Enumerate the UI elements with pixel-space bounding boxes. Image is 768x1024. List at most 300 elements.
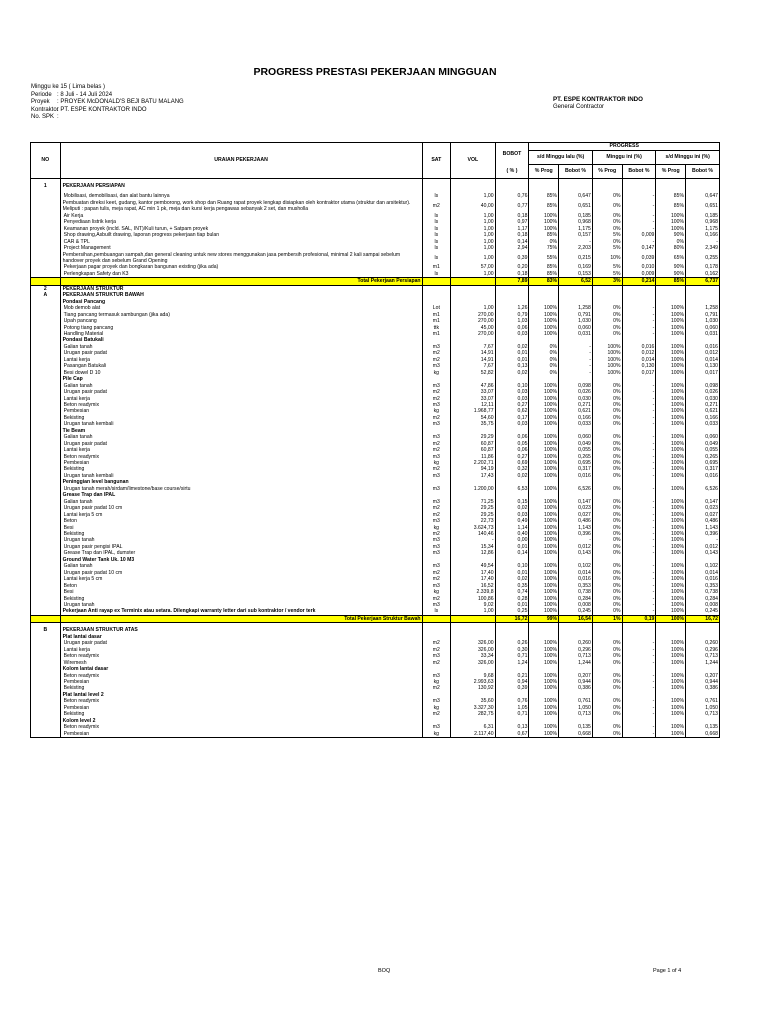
row-unit: kg xyxy=(422,679,451,685)
row-total-bobot: 0,185 xyxy=(686,213,720,219)
row-volume: 17,43 xyxy=(451,473,495,479)
row-total-progress: 100% xyxy=(656,331,686,337)
row-description: Pembersihan,pembuangan sampah,dan general cleaning untuk new stores menggunakan jasa pembersih profesional, minimal 2 kali sampai sebelum handover proyek dan sebelum Grand Opening xyxy=(60,252,422,265)
row-total-progress: 100% xyxy=(656,226,686,232)
row-description: Besi xyxy=(60,525,422,531)
row-total-progress: 100% xyxy=(656,318,686,324)
row-total-bobot: 0,178 xyxy=(686,264,720,270)
row-week-progress: 1% xyxy=(592,615,622,622)
row-volume: 7,67 xyxy=(451,344,495,350)
row-prev-bobot: 0,031 xyxy=(559,331,593,337)
row-bobot: 1,05 xyxy=(495,705,529,711)
row-description: Pembesian xyxy=(60,408,422,414)
row-prev-progress: 100% xyxy=(529,525,559,531)
row-week-bobot: - xyxy=(622,673,656,679)
row-description: Kolom lantai dasar xyxy=(60,666,422,672)
row-description: PEKERJAAN PERSIAPAN xyxy=(60,183,422,189)
row-week-bobot: - xyxy=(622,383,656,389)
row-total-bobot: 0,791 xyxy=(686,312,720,318)
row-week-bobot: - xyxy=(622,505,656,511)
row-volume: 15,34 xyxy=(451,544,495,550)
row-unit: ttk xyxy=(422,325,451,331)
row-no: B xyxy=(31,627,61,633)
meta-value: : PT. ESPE KONTRAKTOR INDO xyxy=(57,106,147,113)
row-prev-progress: 83% xyxy=(529,278,559,285)
row-volume: 47,86 xyxy=(451,383,495,389)
row-week-bobot: - xyxy=(622,466,656,472)
row-prev-progress: 100% xyxy=(529,589,559,595)
row-total-bobot: 0,260 xyxy=(686,640,720,646)
row-description: Tie Beam xyxy=(60,428,422,434)
row-total-bobot: - xyxy=(686,239,720,245)
row-week-bobot: - xyxy=(622,325,656,331)
row-week-progress: 0% xyxy=(592,383,622,389)
row-total-bobot: 0,012 xyxy=(686,350,720,356)
row-total-progress: 100% xyxy=(656,447,686,453)
row-total-progress: 100% xyxy=(656,421,686,427)
row-volume: 29,29 xyxy=(451,434,495,440)
row-prev-progress: 100% xyxy=(529,531,559,537)
row-description: Penyediaan listrik kerja xyxy=(60,219,422,225)
row-total-progress: 100% xyxy=(656,344,686,350)
row-unit: m2 xyxy=(422,505,451,511)
meta-row xyxy=(31,84,184,92)
row-bobot: 1,24 xyxy=(495,660,529,666)
row-week-bobot: - xyxy=(622,460,656,466)
row-week-bobot: - xyxy=(622,441,656,447)
row-prev-bobot xyxy=(559,285,593,292)
row-week-bobot: - xyxy=(622,608,656,615)
row-unit: m2 xyxy=(422,570,451,576)
row-volume: 1,00 xyxy=(451,271,495,278)
row-total-progress: 100% xyxy=(656,312,686,318)
row-week-progress: 0% xyxy=(592,396,622,402)
col-vol-header: VOL xyxy=(451,143,495,179)
row-prev-progress: 100% xyxy=(529,731,559,738)
row-unit: m2 xyxy=(422,685,451,691)
row-total-bobot: 0,031 xyxy=(686,331,720,337)
row-volume: 57,00 xyxy=(451,264,495,270)
row-prev-progress: 0% xyxy=(529,370,559,376)
row-volume: 1.200,00 xyxy=(451,486,495,492)
row-total-progress: 100% xyxy=(656,679,686,685)
company-info xyxy=(553,96,643,111)
row-description: Besi xyxy=(60,589,422,595)
row-no xyxy=(31,278,61,285)
col-no-header: NO xyxy=(31,143,61,179)
row-total-bobot: 0,207 xyxy=(686,673,720,679)
row-total-progress: 100% xyxy=(656,499,686,505)
sd-minggu-lalu-header: s/d Minggu lalu (%) xyxy=(529,151,592,165)
row-prev-progress xyxy=(529,285,559,292)
row-total-progress: 100% xyxy=(656,608,686,615)
row-bobot: 0,30 xyxy=(495,647,529,653)
row-prev-bobot: 0,026 xyxy=(559,389,593,395)
row-total-bobot: 0,098 xyxy=(686,383,720,389)
row-week-bobot: - xyxy=(622,711,656,717)
row-week-progress: 0% xyxy=(592,679,622,685)
row-prev-progress: 0% xyxy=(529,363,559,369)
row-total-bobot: 0,386 xyxy=(686,685,720,691)
row-prev-bobot: 0,185 xyxy=(559,213,593,219)
row-bobot: 0,71 xyxy=(495,653,529,659)
row-prev-bobot: 0,153 xyxy=(559,271,593,278)
row-description: Pasangan Batukali xyxy=(60,363,422,369)
row-bobot: 0,69 xyxy=(495,460,529,466)
row-week-bobot: - xyxy=(622,421,656,427)
row-description: Beton readymix xyxy=(60,724,422,730)
row-prev-bobot: - xyxy=(559,344,593,350)
row-unit: ls xyxy=(422,252,451,265)
row-prev-bobot: 0,169 xyxy=(559,264,593,270)
row-unit: m2 xyxy=(422,660,451,666)
row-total-progress: 0% xyxy=(656,239,686,245)
row-total-progress: 100% xyxy=(656,466,686,472)
row-total-bobot: 0,695 xyxy=(686,460,720,466)
row-prev-bobot: 0,166 xyxy=(559,415,593,421)
row-prev-progress: 100% xyxy=(529,305,559,311)
row-volume: 1,00 xyxy=(451,213,495,219)
row-week-bobot: - xyxy=(622,402,656,408)
table-row xyxy=(31,608,720,615)
row-week-bobot: 0,009 xyxy=(622,232,656,238)
row-bobot: 0,49 xyxy=(495,518,529,524)
row-description: Galian tanah xyxy=(60,344,422,350)
row-description: Total Pekerjaan Persiapan xyxy=(60,278,422,285)
row-description: Bekisting xyxy=(60,711,422,717)
row-unit: kg xyxy=(422,731,451,738)
row-bobot: 0,97 xyxy=(495,219,529,225)
row-total-bobot: 0,647 xyxy=(686,193,720,199)
row-week-progress: 0% xyxy=(592,460,622,466)
row-total-bobot: 0,761 xyxy=(686,698,720,704)
row-prev-progress: 99% xyxy=(529,615,559,622)
row-prev-bobot: 0,014 xyxy=(559,570,593,576)
row-description: Plat lantai level 2 xyxy=(60,692,422,698)
row-description: PEKERJAAN STRUKTUR ATAS xyxy=(60,627,422,633)
row-bobot: 0,02 xyxy=(495,344,529,350)
row-total-bobot: 1,050 xyxy=(686,705,720,711)
row-total-progress: 90% xyxy=(656,271,686,278)
row-prev-bobot: 6,526 xyxy=(559,486,593,492)
row-total-bobot: 6,737 xyxy=(686,278,720,285)
row-volume: 326,00 xyxy=(451,647,495,653)
row-total-progress: 100% xyxy=(656,512,686,518)
row-description: PEKERJAAN STRUKTUR BAWAH xyxy=(60,292,422,298)
row-bobot: 0,01 xyxy=(495,357,529,363)
row-total-progress: 100% xyxy=(656,660,686,666)
row-prev-bobot: 0,271 xyxy=(559,402,593,408)
row-no xyxy=(31,731,61,738)
row-unit: m2 xyxy=(422,531,451,537)
sdini-prog-header: % Prog xyxy=(656,165,686,179)
row-prev-progress: 85% xyxy=(529,271,559,278)
row-prev-progress: 100% xyxy=(529,454,559,460)
row-total-bobot: 0,968 xyxy=(686,219,720,225)
row-total-progress: 100% xyxy=(656,370,686,376)
row-week-progress: 0% xyxy=(592,389,622,395)
row-unit: m2 xyxy=(422,357,451,363)
lalu-prog-header: % Prog xyxy=(529,165,559,179)
row-description: Urugan pasir padat 10 cm xyxy=(60,505,422,511)
row-total-progress: 100% xyxy=(656,415,686,421)
meta-key: No. SPK xyxy=(31,114,55,121)
row-unit: ls xyxy=(422,232,451,238)
row-unit: m3 xyxy=(422,563,451,569)
row-total-progress: 90% xyxy=(656,264,686,270)
row-total-progress: 100% xyxy=(656,615,686,622)
sdini-bobot-header: Bobot % xyxy=(686,165,720,179)
row-week-progress: 0% xyxy=(592,705,622,711)
row-volume: 29,25 xyxy=(451,505,495,511)
row-description: Beton readymix xyxy=(60,698,422,704)
row-prev-progress: 100% xyxy=(529,441,559,447)
row-total-bobot: 0,621 xyxy=(686,408,720,414)
row-description: Galian tanah xyxy=(60,434,422,440)
row-total-progress: 100% xyxy=(656,531,686,537)
row-week-progress: 0% xyxy=(592,454,622,460)
row-unit: m3 xyxy=(422,344,451,350)
row-volume: 1,00 xyxy=(451,193,495,199)
row-prev-progress: 0% xyxy=(529,357,559,363)
row-prev-progress: 100% xyxy=(529,724,559,730)
row-unit: m3 xyxy=(422,550,451,556)
row-week-progress: 0% xyxy=(592,512,622,518)
row-unit: ls xyxy=(422,245,451,251)
row-volume: 9,02 xyxy=(451,602,495,608)
row-unit xyxy=(422,278,451,285)
row-prev-bobot: 0,284 xyxy=(559,596,593,602)
row-week-bobot: - xyxy=(622,499,656,505)
row-description: Mob demob alat xyxy=(60,305,422,311)
row-week-progress: 100% xyxy=(592,363,622,369)
row-prev-progress: 75% xyxy=(529,245,559,251)
row-volume: 22,73 xyxy=(451,518,495,524)
row-description: PEKERJAAN STRUKTUR xyxy=(60,285,422,292)
row-week-bobot: - xyxy=(622,576,656,582)
row-no xyxy=(31,200,61,213)
row-volume: 1,00 xyxy=(451,239,495,245)
row-total-bobot: 0,271 xyxy=(686,402,720,408)
row-prev-bobot: 0,055 xyxy=(559,447,593,453)
row-unit: m3 xyxy=(422,673,451,679)
row-volume: 3.624,73 xyxy=(451,525,495,531)
row-total-bobot: 1,244 xyxy=(686,660,720,666)
row-bobot: 0,40 xyxy=(495,531,529,537)
row-volume: 49,54 xyxy=(451,563,495,569)
row-bobot: 0,01 xyxy=(495,544,529,550)
row-week-progress: 100% xyxy=(592,344,622,350)
row-prev-bobot: 0,317 xyxy=(559,466,593,472)
row-week-bobot: - xyxy=(622,389,656,395)
row-prev-progress: 100% xyxy=(529,473,559,479)
row-prev-progress: 100% xyxy=(529,685,559,691)
row-week-progress: 0% xyxy=(592,596,622,602)
row-prev-bobot: 0,215 xyxy=(559,252,593,265)
row-bobot: 0,01 xyxy=(495,602,529,608)
row-volume xyxy=(451,615,495,622)
row-week-bobot: - xyxy=(622,239,656,245)
row-bobot: 0,02 xyxy=(495,505,529,511)
col-sat-header: SAT xyxy=(422,143,451,179)
row-volume: 270,00 xyxy=(451,318,495,324)
row-total-progress: 100% xyxy=(656,563,686,569)
row-total-progress: 100% xyxy=(656,389,686,395)
row-week-bobot: - xyxy=(622,647,656,653)
row-total-progress: 100% xyxy=(656,486,686,492)
row-description: Potong tiang pancang xyxy=(60,325,422,331)
report-meta xyxy=(30,84,720,142)
row-week-progress: 0% xyxy=(592,325,622,331)
row-total-bobot: 0,012 xyxy=(686,544,720,550)
row-week-bobot: 0,010 xyxy=(622,264,656,270)
row-prev-progress: 100% xyxy=(529,576,559,582)
row-total-bobot: 0,017 xyxy=(686,370,720,376)
row-prev-progress: 100% xyxy=(529,499,559,505)
row-unit: m2 xyxy=(422,350,451,356)
row-week-bobot: - xyxy=(622,415,656,421)
row-total-progress: 100% xyxy=(656,705,686,711)
row-unit: m3 xyxy=(422,602,451,608)
row-week-bobot: 0,147 xyxy=(622,245,656,251)
row-prev-bobot: 1,030 xyxy=(559,318,593,324)
row-total-progress: 100% xyxy=(656,396,686,402)
row-bobot: 0,79 xyxy=(495,312,529,318)
row-prev-bobot: 0,695 xyxy=(559,460,593,466)
row-unit: m3 xyxy=(422,724,451,730)
row-prev-progress: 100% xyxy=(529,226,559,232)
row-bobot: 0,13 xyxy=(495,724,529,730)
row-total-bobot: 1,175 xyxy=(686,226,720,232)
row-week-bobot: 0,009 xyxy=(622,271,656,278)
row-week-bobot: - xyxy=(622,331,656,337)
row-volume: 35,60 xyxy=(451,698,495,704)
row-unit: m2 xyxy=(422,447,451,453)
row-description: Beton readymix xyxy=(60,673,422,679)
row-week-bobot: - xyxy=(622,563,656,569)
row-week-progress: 0% xyxy=(592,318,622,324)
row-volume: 270,00 xyxy=(451,331,495,337)
row-bobot: 1,03 xyxy=(495,318,529,324)
row-week-progress: 0% xyxy=(592,660,622,666)
row-bobot: 0,02 xyxy=(495,473,529,479)
row-week-progress: 0% xyxy=(592,544,622,550)
row-week-progress: 0% xyxy=(592,525,622,531)
row-prev-progress: 100% xyxy=(529,434,559,440)
row-bobot: 0,10 xyxy=(495,383,529,389)
row-total-bobot: 0,055 xyxy=(686,447,720,453)
row-prev-progress: 100% xyxy=(529,512,559,518)
row-unit: kg xyxy=(422,460,451,466)
row-week-bobot: - xyxy=(622,660,656,666)
row-no: 1 xyxy=(31,183,61,189)
row-bobot: 0,39 xyxy=(495,252,529,265)
row-total-bobot: 0,049 xyxy=(686,441,720,447)
row-unit: m3 xyxy=(422,499,451,505)
row-total-bobot: 0,284 xyxy=(686,596,720,602)
project-info xyxy=(31,84,184,122)
row-bobot: 1,14 xyxy=(495,525,529,531)
row-no: 2 xyxy=(31,285,61,292)
row-total-progress: 100% xyxy=(656,441,686,447)
row-total-bobot: 0,713 xyxy=(686,653,720,659)
row-volume: 1,00 xyxy=(451,226,495,232)
row-volume: 35,75 xyxy=(451,421,495,427)
row-week-progress: 0% xyxy=(592,305,622,311)
row-unit: m1 xyxy=(422,318,451,324)
row-volume: 2.339,8 xyxy=(451,589,495,595)
row-total-bobot: - xyxy=(686,537,720,543)
row-total-bobot: 0,023 xyxy=(686,505,720,511)
row-week-bobot: 0,039 xyxy=(622,252,656,265)
row-unit: m3 xyxy=(422,363,451,369)
row-total-progress: 100% xyxy=(656,383,686,389)
row-total-bobot: 0,738 xyxy=(686,589,720,595)
row-prev-progress: 100% xyxy=(529,389,559,395)
row-volume: 7,67 xyxy=(451,363,495,369)
row-bobot: 0,03 xyxy=(495,331,529,337)
row-week-progress: 0% xyxy=(592,402,622,408)
row-no: A xyxy=(31,292,61,298)
row-volume: 40,00 xyxy=(451,200,495,213)
row-bobot: 6,53 xyxy=(495,486,529,492)
row-description: Lantai kerja xyxy=(60,647,422,653)
row-prev-progress: 100% xyxy=(529,415,559,421)
row-bobot: 0,76 xyxy=(495,698,529,704)
row-week-progress: 0% xyxy=(592,531,622,537)
row-prev-bobot: 0,396 xyxy=(559,531,593,537)
row-description: Urugan pasir padat xyxy=(60,441,422,447)
row-week-progress: 0% xyxy=(592,724,622,730)
meta-row xyxy=(31,99,184,107)
row-prev-progress: 100% xyxy=(529,583,559,589)
row-prev-progress: 100% xyxy=(529,711,559,717)
row-total-progress: 100% xyxy=(656,357,686,363)
row-week-progress: 0% xyxy=(592,441,622,447)
row-unit: m2 xyxy=(422,596,451,602)
row-unit: m2 xyxy=(422,512,451,518)
row-unit xyxy=(422,615,451,622)
meta-value: : xyxy=(57,114,59,121)
row-bobot: 0,00 xyxy=(495,537,529,543)
row-week-progress: 0% xyxy=(592,537,622,543)
row-total-progress: 100% xyxy=(656,363,686,369)
row-total-bobot: 1,258 xyxy=(686,305,720,311)
row-description: Plat lantai dasar xyxy=(60,634,422,640)
bobot-unit-header: ( % ) xyxy=(495,165,529,179)
row-description: Mobilisasi, demobilisasi, dan alat bantu lainnya xyxy=(60,193,422,199)
row-prev-progress: 100% xyxy=(529,408,559,414)
row-week-progress: 0% xyxy=(592,200,622,213)
row-volume: 130,92 xyxy=(451,685,495,691)
row-prev-progress: 100% xyxy=(529,325,559,331)
progress-report-sheet xyxy=(30,64,720,738)
row-unit: kg xyxy=(422,525,451,531)
row-unit: kg xyxy=(422,589,451,595)
ini-bobot-header: Bobot % xyxy=(622,165,656,179)
row-total-progress: 100% xyxy=(656,518,686,524)
row-volume: 29,25 xyxy=(451,512,495,518)
row-description: Bekisting xyxy=(60,685,422,691)
table-row xyxy=(31,252,720,265)
row-prev-bobot: 0,012 xyxy=(559,544,593,550)
meta-value: : 8 Juli - 14 Juli 2024 xyxy=(57,91,113,98)
row-prev-bobot: 0,157 xyxy=(559,232,593,238)
row-description: Pondasi Batukali xyxy=(60,337,422,343)
row-week-bobot: 0,012 xyxy=(622,350,656,356)
row-total-bobot: 0,944 xyxy=(686,679,720,685)
row-week-bobot: - xyxy=(622,408,656,414)
